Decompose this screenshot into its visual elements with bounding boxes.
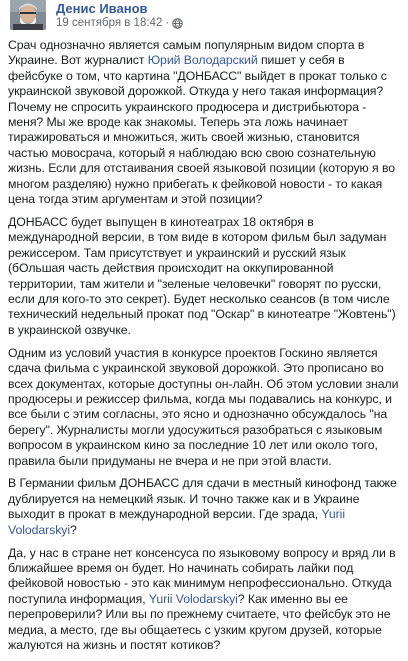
post-paragraph — [8, 546, 400, 654]
post-paragraph — [8, 38, 400, 207]
post-timestamp-link[interactable]: 19 сентября в 18:42 — [56, 17, 163, 29]
post-meta — [56, 17, 183, 29]
meta-separator: · — [165, 17, 170, 29]
mention-link[interactable]: Юрий Володарский — [147, 53, 258, 68]
paragraph-text: Да, у нас в стране нет консенсуса по языковому вопросу и вряд ли в ближайшее время он будет. Но начинать собирать лайки под фейковой новостью - это как минимум непрофессионально. Откуда поступила информация, — [8, 545, 396, 606]
paragraph-text: В Германии фильм ДОНБАСС для сдачи в местный кинофонд также дублируется на немецкий язык. И точно также как и в Украине выходит в прокат в международной версии. Где зрада, — [8, 476, 397, 522]
post-paragraph — [8, 215, 400, 338]
paragraph-text: ? — [70, 522, 77, 537]
post-header — [8, 0, 402, 36]
mention-link[interactable]: Yurii Volodarskyi — [148, 591, 238, 606]
post-body — [8, 38, 400, 661]
post-paragraph — [8, 346, 400, 469]
paragraph-text: Одним из условий участия в конкурсе проектов Госкино является сдача фильма с украинской звуковой дорожкой. Это прописано во всех документах, которые доступны он-лайн. Об этом условии знали продюсеры и режиссер фильма, когда мы подавались на конкурс, и все были с этим согласны, это ясно и однозначно обсуждалось "на берегу". Журналисты могли удосужиться разобраться с языковым вопросом в украинском кино за последние 10 лет или около того, правила были придуманы не вчера и не при этой власти. — [8, 345, 399, 468]
author-avatar[interactable] — [10, 0, 46, 30]
paragraph-text: пишет у себя в фейсбуке о том, что картина "ДОНБАСС" выйдет в прокат только с украинской звуковой дорожкой. Откуда у него такая информация? Почему не спросить украинского продюсера и дистрибьютора - меня? Мы же вроде как знакомы. Теперь эта ложь начинает тиражироваться и множиться, жить своей жизнью, становится частью мовосрача, который я наблюдаю всю свою сознательную жизнь. Если для отстаивания своей языковой позиции (которую я во многом разделяю) нужно прибегать к фейковой новости - то какая цена тогда этим аргументам и этой позиции? — [8, 53, 396, 207]
mention-link[interactable]: Yurii Volodarskyi — [8, 507, 345, 537]
paragraph-text: ? Как именно вы ее перепроверили? Или вы по прежнему считаете, что фейсбук это не медиа, а место, где вы общаетесь с узким кругом друзей, которые жалуются на жизнь и постят котиков? — [8, 591, 391, 653]
author-name-link[interactable]: Денис Иванов — [56, 1, 148, 16]
paragraph-text: ДОНБАСС будет выпущен в кинотеатрах 18 октября в международной версии, в том виде в котором фильм был задуман режиссером. Там присутствует и украинский и русский язык (бОльшая часть действия происходит на оккупированной территории, там жители и "зеленые человечки" говорят по русски, если для кого-то это секрет). Будет несколько сеансов (в том числе технический недельный прокат под "Оскар" в кинотеатре "Жовтень") в украинской озвучке. — [8, 214, 396, 337]
post-paragraph — [8, 476, 400, 538]
paragraph-text: Срач однозначно является самым популярным видом спорта в Украине. Вот журналист — [8, 38, 365, 68]
globe-icon[interactable] — [172, 18, 183, 29]
